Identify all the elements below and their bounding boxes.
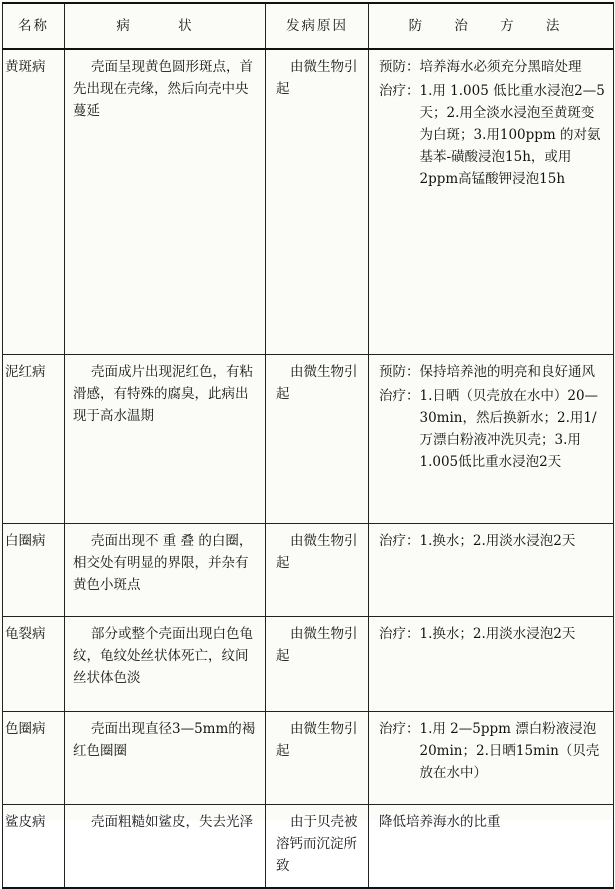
symptoms-text: 部分或整个壳面出现白色龟纹，龟纹处丝状体死亡，纹间丝状体色淡 bbox=[73, 626, 253, 686]
cause-cell bbox=[266, 355, 369, 524]
control-text: 1.换水；2.用淡水浸泡2天 bbox=[419, 626, 576, 642]
control-text: 1.用 1.005 低比重水浸泡2—5天；2.用全淡水浸泡至黄斑变为白斑；3.用100ppm 的对氨基苯-磺酸浸泡15h，或用2ppm高锰酸钾浸泡15h bbox=[419, 83, 605, 187]
control-cell bbox=[369, 524, 614, 617]
control-item bbox=[379, 718, 607, 784]
control-text: 1.用 2—5ppm 漂白粉液浸泡20min；2.日晒15min（贝壳放在水中） bbox=[419, 721, 600, 781]
header-cause: 发病原因 bbox=[266, 3, 369, 49]
symptoms-text: 壳面呈现黄色圆形斑点，首先出现在壳缘，然后向壳中央蔓延 bbox=[73, 59, 253, 119]
control-item bbox=[379, 361, 607, 383]
control-label: 治疗： bbox=[379, 721, 420, 737]
symptoms-text: 壳面成片出现泥红色，有粘滑感，有特殊的腐臭，此病出现于高水温期 bbox=[73, 364, 253, 424]
cause-text: 由于贝壳被溶钙而沉淀所致 bbox=[276, 814, 358, 874]
symptoms-cell bbox=[65, 617, 266, 712]
control-label: 治疗： bbox=[379, 533, 420, 549]
symptoms-cell bbox=[65, 712, 266, 805]
header-control: 防 治 方 法 bbox=[369, 3, 614, 49]
table-row bbox=[3, 49, 614, 355]
cause-cell bbox=[266, 712, 369, 805]
table-row bbox=[3, 617, 614, 712]
cause-cell bbox=[266, 617, 369, 712]
control-item bbox=[379, 385, 607, 473]
table-row bbox=[3, 712, 614, 805]
symptoms-cell bbox=[65, 355, 266, 524]
control-text: 1.日晒（贝壳放在水中）20—30min，然后换新水；2.用1/万漂白粉液冲洗贝壳；3.用 1.005低比重水浸泡2天 bbox=[419, 388, 599, 470]
symptoms-cell bbox=[65, 49, 266, 355]
cause-cell bbox=[266, 524, 369, 617]
cause-cell bbox=[266, 805, 369, 889]
cause-text: 由微生物引起 bbox=[276, 533, 358, 571]
disease-name: 龟裂病 bbox=[3, 617, 65, 712]
control-label: 治疗： bbox=[379, 83, 420, 99]
control-cell bbox=[369, 355, 614, 524]
control-text: 培养海水必须充分黑暗处理 bbox=[419, 59, 582, 75]
table-row bbox=[3, 355, 614, 524]
control-label: 治疗： bbox=[379, 626, 420, 642]
disease-table bbox=[2, 2, 614, 889]
disease-name: 鲨皮病 bbox=[3, 805, 65, 889]
cause-text: 由微生物引起 bbox=[276, 626, 358, 664]
symptoms-cell bbox=[65, 524, 266, 617]
table-row bbox=[3, 805, 614, 889]
disease-name: 白圈病 bbox=[3, 524, 65, 617]
cause-text: 由微生物引起 bbox=[276, 59, 358, 97]
symptoms-text: 壳面出现不 重 叠 的白圈，相交处有明显的界限，并杂有黄色小斑点 bbox=[73, 533, 253, 593]
control-cell bbox=[369, 617, 614, 712]
control-cell bbox=[369, 49, 614, 355]
disease-name: 黄斑病 bbox=[3, 49, 65, 355]
control-text: 降低培养海水的比重 bbox=[379, 814, 501, 830]
symptoms-text: 壳面粗糙如鲨皮，失去光泽 bbox=[91, 814, 253, 830]
control-label: 治疗： bbox=[379, 388, 420, 404]
control-item bbox=[379, 80, 607, 190]
cause-text: 由微生物引起 bbox=[276, 721, 358, 759]
header-symptoms: 病 状 bbox=[65, 3, 266, 49]
control-cell bbox=[369, 805, 614, 889]
control-text: 1.换水；2.用淡水浸泡2天 bbox=[419, 533, 576, 549]
symptoms-text: 壳面出现直径3—5mm的褐红色圈圈 bbox=[73, 721, 256, 759]
control-label: 预防： bbox=[379, 59, 420, 75]
control-item bbox=[379, 623, 607, 645]
disease-name: 色圈病 bbox=[3, 712, 65, 805]
control-item bbox=[379, 530, 607, 552]
control-item bbox=[379, 56, 607, 78]
symptoms-cell bbox=[65, 805, 266, 889]
cause-text: 由微生物引起 bbox=[276, 364, 358, 402]
table-row bbox=[3, 524, 614, 617]
header-name: 名称 bbox=[3, 3, 65, 49]
cause-cell bbox=[266, 49, 369, 355]
control-text: 保持培养池的明亮和良好通风 bbox=[419, 364, 595, 380]
control-label: 预防： bbox=[379, 364, 420, 380]
header-row bbox=[3, 3, 614, 49]
control-cell bbox=[369, 712, 614, 805]
disease-name: 泥红病 bbox=[3, 355, 65, 524]
